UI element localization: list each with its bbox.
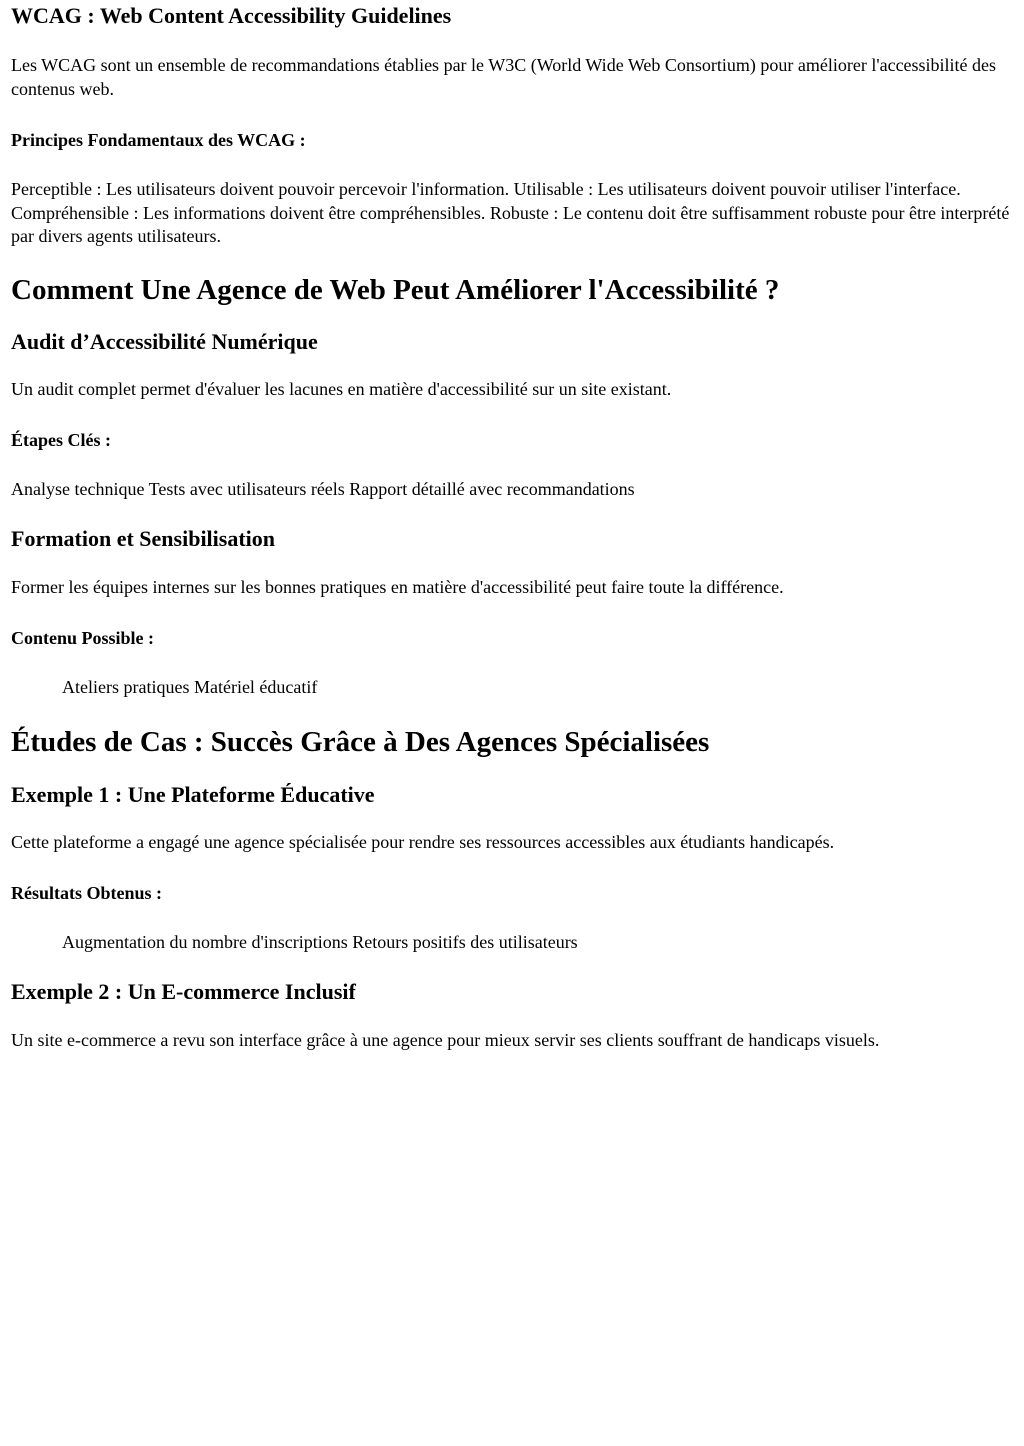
agency-title: Comment Une Agence de Web Peut Améliorer l'Accessibilité ? (11, 273, 780, 306)
content-heading: Contenu Possible : (11, 628, 155, 648)
principles-heading: Principes Fondamentaux des WCAG : (11, 130, 306, 150)
results-heading: Résultats Obtenus : (11, 883, 163, 903)
steps-heading: Étapes Clés : (11, 430, 111, 450)
example2-heading: Exemple 2 : Un E-commerce Inclusif (11, 978, 356, 1004)
example1-text: Cette plateforme a engagé une agence spécialisée pour rendre ses ressources accessibles aux étudiants handicapés. (11, 831, 835, 852)
example1-heading: Exemple 1 : Une Plateforme Éducative (11, 781, 375, 807)
steps-text: Analyse technique Tests avec utilisateurs réels Rapport détaillé avec recommandations (11, 479, 635, 499)
wcag-title: WCAG : Web Content Accessibility Guidelines (11, 3, 452, 28)
wcag-intro: Les WCAG sont un ensemble de recommandations établies par le W3C (World Wide Web Consortium) pour améliorer l'accessibilité des contenus web. (11, 55, 997, 99)
principles-text: Perceptible : Les utilisateurs doivent pouvoir percevoir l'information. Utilisable : Les utilisateurs doivent pouvoir utiliser l'interface. Compréhensible : Les informations doivent être compréhensibles. Robuste : Le contenu doit être suffisamment robuste pour être interprété par divers agents utilisateurs. (11, 179, 1010, 246)
content-list: Ateliers pratiques Matériel éducatif (62, 677, 318, 697)
cases-title: Études de Cas : Succès Grâce à Des Agences Spécialisées (11, 725, 710, 758)
audit-text: Un audit complet permet d'évaluer les lacunes en matière d'accessibilité sur un site existant. (11, 378, 672, 399)
audit-heading: Audit d’Accessibilité Numérique (11, 328, 318, 354)
results-list: Augmentation du nombre d'inscriptions Retours positifs des utilisateurs (62, 932, 578, 952)
example2-text: Un site e-commerce a revu son interface grâce à une agence pour mieux servir ses clients souffrant de handicaps visuels. (11, 1029, 880, 1050)
training-heading: Formation et Sensibilisation (11, 525, 276, 551)
training-text: Former les équipes internes sur les bonnes pratiques en matière d'accessibilité peut faire toute la différence. (11, 576, 784, 597)
